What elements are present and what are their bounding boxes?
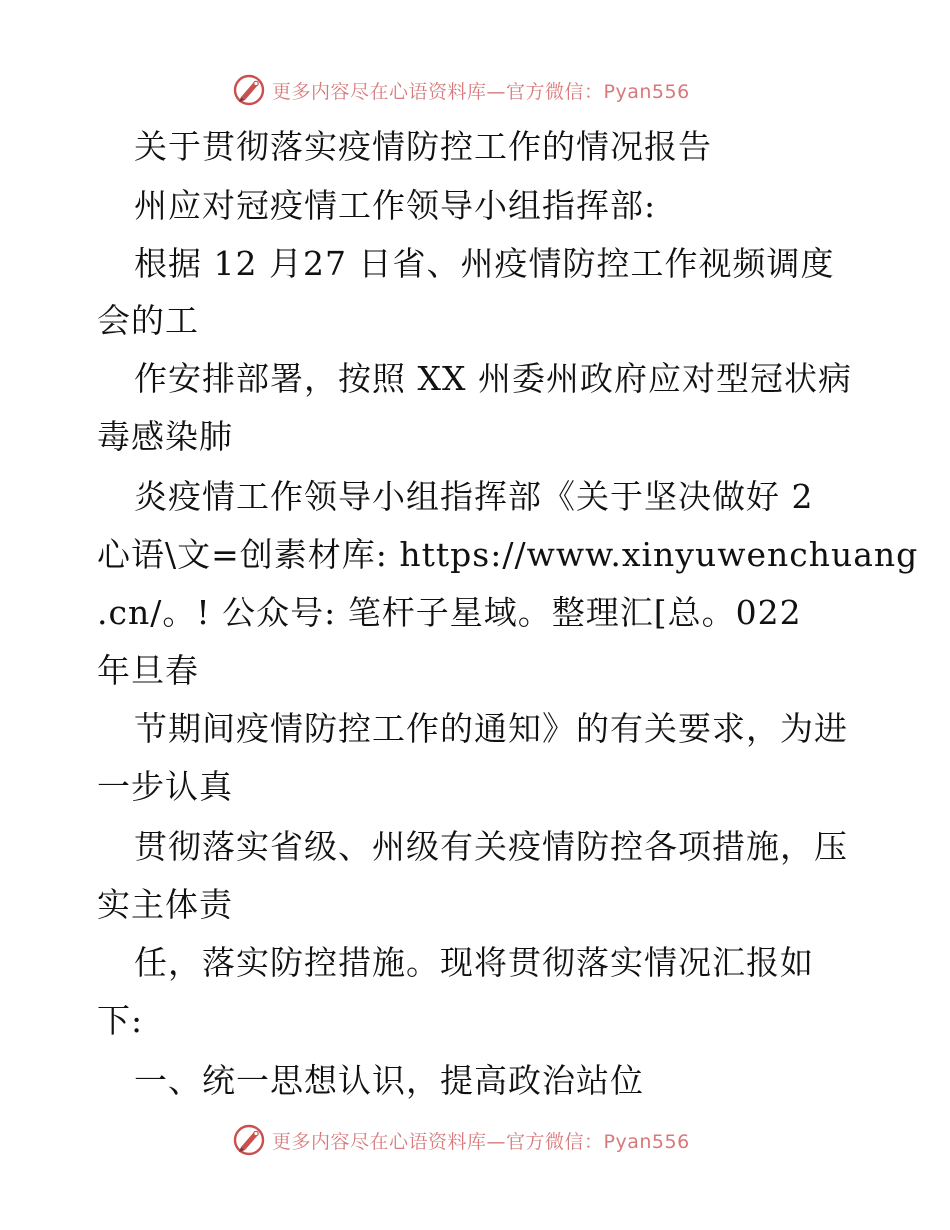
watermark-text: 更多内容尽在心语资料库—官方微信：Pyan556: [272, 1130, 690, 1153]
body-line: 作安排部署，按照 XX 州委州政府应对型冠状病: [134, 359, 852, 398]
body-line: 下:: [97, 1001, 144, 1040]
watermark-text: 更多内容尽在心语资料库—官方微信：Pyan556: [272, 80, 690, 103]
body-line: 实主体责: [97, 885, 233, 924]
body-line: .cn/。! 公众号: 笔杆子星域。整理汇[总。022: [97, 593, 802, 632]
body-line: 会的工: [97, 301, 199, 340]
addressee-line: 州应对冠疫情工作领导小组指挥部:: [134, 186, 657, 225]
body-line: 毒感染肺: [97, 417, 233, 456]
section-heading: 一、统一思想认识，提高政治站位: [134, 1061, 644, 1100]
body-line: 节期间疫情防控工作的通知》的有关要求，为进: [134, 709, 848, 748]
body-line: 一步认真: [97, 767, 233, 806]
body-line: 炎疫情工作领导小组指挥部《关于坚决做好 2: [134, 477, 814, 516]
pen-circle-logo-icon: [232, 73, 266, 107]
body-line: 年旦春: [97, 651, 199, 690]
footer-watermark-banner: [232, 1122, 690, 1158]
body-line: 任，落实防控措施。现将贯彻落实情况汇报如: [134, 943, 814, 982]
document-title: 关于贯彻落实疫情防控工作的情况报告: [134, 127, 712, 166]
pen-circle-logo-icon: [232, 1123, 266, 1157]
header-watermark-banner: [232, 72, 690, 108]
body-line: 根据 12 月27 日省、州疫情防控工作视频调度: [134, 244, 835, 283]
body-line: 心语\文=创素材库: https://www.xinyuwenchuang: [97, 535, 919, 574]
body-line: 贯彻落实省级、州级有关疫情防控各项措施，压: [134, 827, 848, 866]
